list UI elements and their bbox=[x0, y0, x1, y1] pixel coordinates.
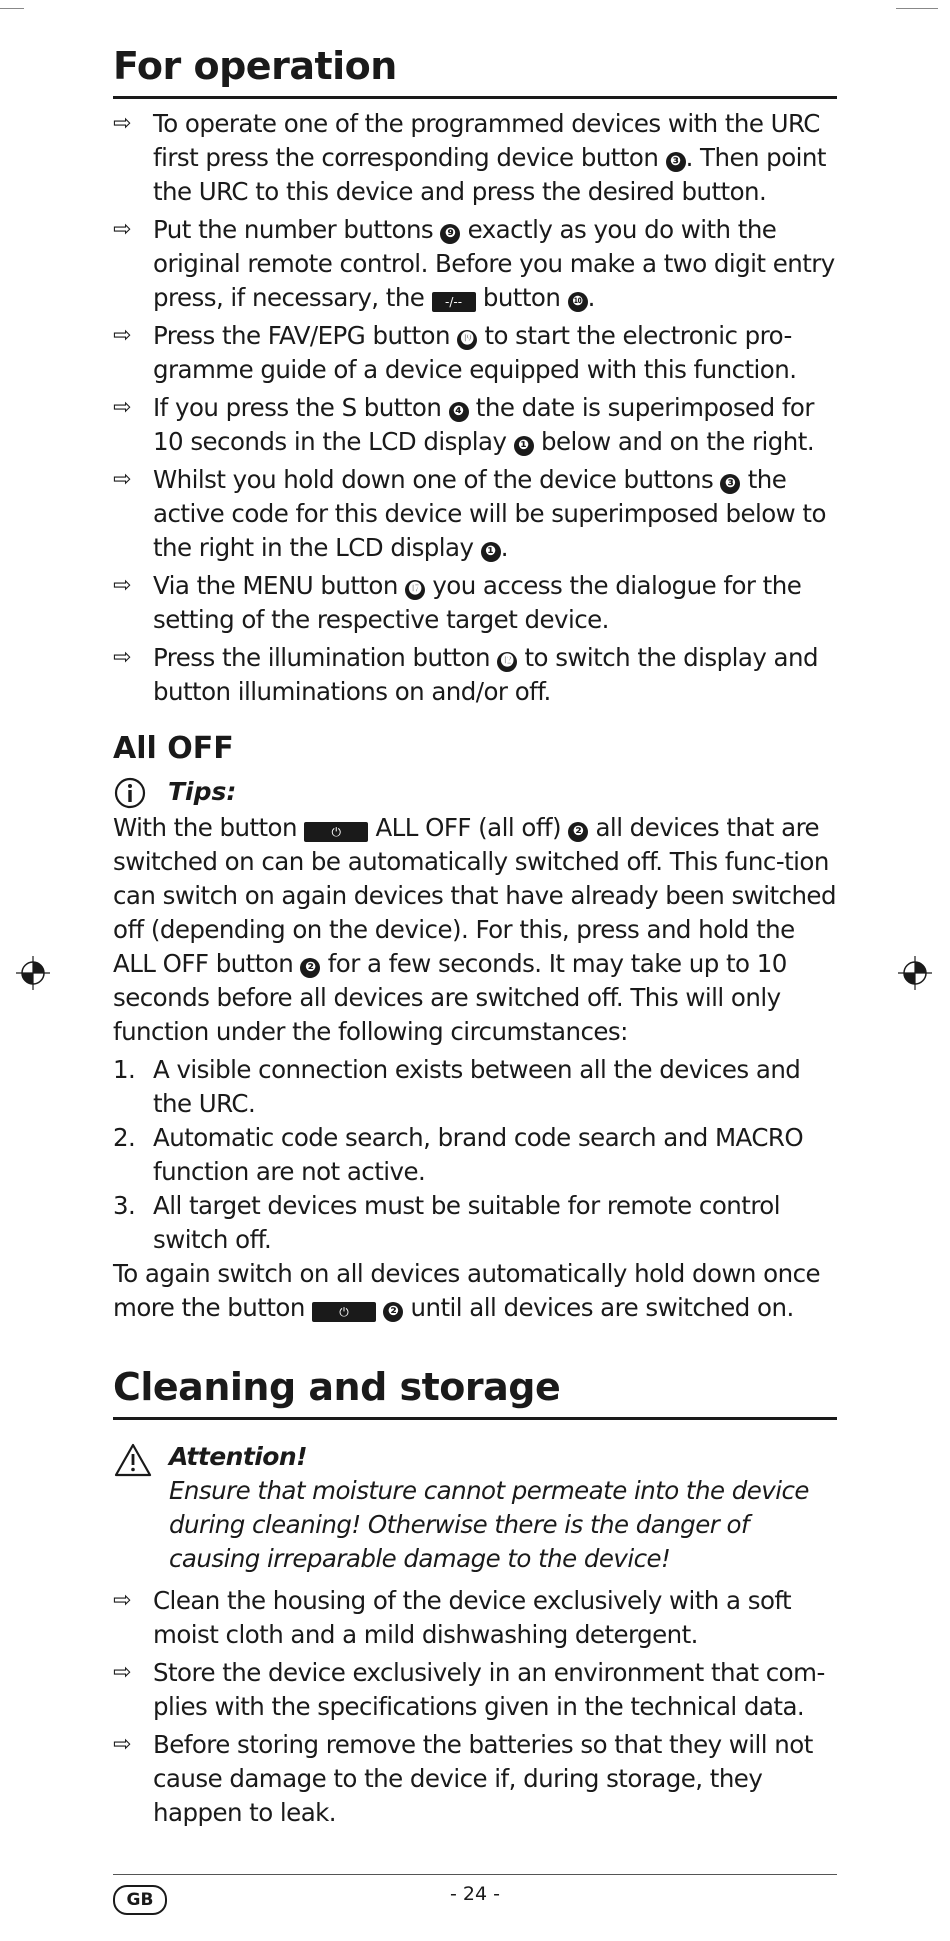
operation-bullet bbox=[113, 463, 837, 565]
paragraph-text: until all devices are switched on. bbox=[403, 1293, 794, 1322]
cleaning-bullet bbox=[113, 1728, 837, 1830]
section-title-all-off: All OFF bbox=[113, 731, 234, 766]
bullet-text: Whilst you hold down one of the device buttons bbox=[153, 465, 721, 494]
lcd-display-ref-icon: ❶ bbox=[514, 436, 534, 456]
operation-bullet bbox=[113, 641, 837, 709]
device-button-ref-icon: ❸ bbox=[720, 474, 740, 494]
bullet-text: If you press the S button bbox=[153, 393, 449, 422]
paragraph-text: With the button bbox=[113, 813, 305, 842]
bullet-text: exactly as you do with the original remote control. Before you make a two digit entry press, if necessary, the bbox=[153, 215, 835, 312]
bullet-text: Store the device exclusively in an environment that com-plies with the specifications given in the technical data. bbox=[153, 1658, 825, 1721]
list-number: 3. bbox=[113, 1191, 136, 1220]
bullet-text: . bbox=[500, 533, 508, 562]
list-item bbox=[113, 1121, 837, 1189]
paragraph-text: ALL OFF (all off) bbox=[368, 813, 569, 842]
section-title-cleaning: Cleaning and storage bbox=[113, 1361, 837, 1420]
bullet-text: the active code for this device will be superimposed below to the right in the LCD display bbox=[153, 465, 826, 562]
two-digit-key-icon: -/-- bbox=[432, 292, 476, 312]
page-content bbox=[113, 40, 837, 1830]
registration-mark-left-icon bbox=[16, 956, 50, 990]
bullet-text: you access the dialogue for the setting of the respective target device. bbox=[153, 571, 802, 634]
bullet-text: To operate one of the programmed devices with the URC first press the corresponding device button bbox=[153, 109, 820, 172]
all-off-button-ref-icon: ❷ bbox=[383, 1302, 403, 1322]
all-off-paragraph bbox=[113, 811, 837, 1049]
list-number: 1. bbox=[113, 1055, 136, 1084]
paragraph-text: for a few seconds. It may take up to 10 seconds before all devices are switched off. This will only function under the following circumstances: bbox=[113, 949, 787, 1046]
arrow-bullet-icon: ⇨ bbox=[113, 573, 131, 598]
attention-text: Ensure that moisture cannot permeate into the device during cleaning! Otherwise there is the danger of causing irreparable damage to the device! bbox=[169, 1476, 809, 1573]
bullet-text: Via the MENU button bbox=[153, 571, 406, 600]
power-key-icon: ⏻ bbox=[304, 822, 368, 842]
attention-block bbox=[113, 1440, 837, 1576]
all-off-button-ref-icon: ❷ bbox=[568, 822, 588, 842]
device-button-ref-icon: ❸ bbox=[666, 152, 686, 172]
info-icon bbox=[113, 777, 147, 811]
cleaning-bullet bbox=[113, 1584, 837, 1652]
number-buttons-ref-icon: ❾ bbox=[440, 224, 460, 244]
arrow-bullet-icon: ⇨ bbox=[113, 217, 131, 242]
two-digit-button-ref-icon: ❿ bbox=[568, 292, 588, 312]
cleaning-bullet-list bbox=[113, 1584, 837, 1830]
bullet-text: Before storing remove the batteries so that they will not cause damage to the device if, during storage, they happen to leak. bbox=[153, 1730, 813, 1827]
bullet-text: to switch the display and button illuminations on and/or off. bbox=[153, 643, 818, 706]
menu-button-ref-icon: ⓱ bbox=[405, 580, 425, 600]
list-text: A visible connection exists between all the devices and the URC. bbox=[153, 1055, 801, 1118]
attention-label: Attention! bbox=[169, 1442, 308, 1471]
s-button-ref-icon: ❹ bbox=[449, 402, 469, 422]
list-text: Automatic code search, brand code search and MACRO function are not active. bbox=[153, 1123, 804, 1186]
bullet-text: Press the illumination button bbox=[153, 643, 498, 672]
operation-bullet bbox=[113, 319, 837, 387]
tips-header bbox=[113, 775, 837, 811]
paragraph-text: all devices that are switched on can be automatically switched off. This func-tion can switch on again devices that have already been switched off (depending on the device). For this, press and hold the ALL OFF button bbox=[113, 813, 836, 978]
list-item bbox=[113, 1189, 837, 1257]
list-item bbox=[113, 1053, 837, 1121]
power-key-icon: ⏻ bbox=[312, 1302, 376, 1322]
bullet-text: . Then point the URC to this device and press the desired button. bbox=[153, 143, 826, 206]
arrow-bullet-icon: ⇨ bbox=[113, 645, 131, 670]
crop-mark-right bbox=[896, 8, 938, 9]
operation-bullet bbox=[113, 391, 837, 459]
bullet-text: Press the FAV/EPG button bbox=[153, 321, 458, 350]
switch-on-paragraph bbox=[113, 1257, 837, 1325]
arrow-bullet-icon: ⇨ bbox=[113, 395, 131, 420]
arrow-bullet-icon: ⇨ bbox=[113, 467, 131, 492]
bullet-text: below and on the right. bbox=[533, 427, 815, 456]
bullet-text: to start the electronic pro-gramme guide of a device equipped with this function. bbox=[153, 321, 797, 384]
paragraph-text: To again switch on all devices automatically hold down once more the button bbox=[113, 1259, 821, 1322]
all-off-button-ref-icon: ❷ bbox=[300, 958, 320, 978]
illumination-button-ref-icon: ⓬ bbox=[497, 652, 517, 672]
bullet-text: the date is superimposed for 10 seconds in the LCD display bbox=[153, 393, 814, 456]
bullet-text: Put the number buttons bbox=[153, 215, 441, 244]
page-footer bbox=[113, 1874, 837, 1910]
fav-epg-button-ref-icon: ⓳ bbox=[457, 330, 477, 350]
arrow-bullet-icon: ⇨ bbox=[113, 323, 131, 348]
bullet-text: . bbox=[587, 283, 595, 312]
lcd-display-ref-icon: ❶ bbox=[481, 542, 501, 562]
operation-bullet bbox=[113, 107, 837, 209]
operation-bullet bbox=[113, 213, 837, 315]
bullet-text: Clean the housing of the device exclusively with a soft moist cloth and a mild dishwashing detergent. bbox=[153, 1586, 792, 1649]
registration-mark-right-icon bbox=[898, 956, 932, 990]
tips-label: Tips: bbox=[168, 777, 237, 806]
conditions-list bbox=[113, 1053, 837, 1257]
cleaning-bullet bbox=[113, 1656, 837, 1724]
section-title-operation: For operation bbox=[113, 40, 837, 99]
country-badge: GB bbox=[113, 1885, 167, 1915]
operation-bullet-list bbox=[113, 107, 837, 709]
bullet-text: button bbox=[475, 283, 568, 312]
list-text: All target devices must be suitable for remote control switch off. bbox=[153, 1191, 781, 1254]
page-number: - 24 - bbox=[450, 1883, 500, 1905]
arrow-bullet-icon: ⇨ bbox=[113, 1732, 131, 1757]
arrow-bullet-icon: ⇨ bbox=[113, 1660, 131, 1685]
arrow-bullet-icon: ⇨ bbox=[113, 1588, 131, 1613]
arrow-bullet-icon: ⇨ bbox=[113, 111, 131, 136]
list-number: 2. bbox=[113, 1123, 136, 1152]
warning-triangle-icon bbox=[113, 1442, 153, 1478]
crop-mark-left bbox=[0, 8, 24, 9]
operation-bullet bbox=[113, 569, 837, 637]
